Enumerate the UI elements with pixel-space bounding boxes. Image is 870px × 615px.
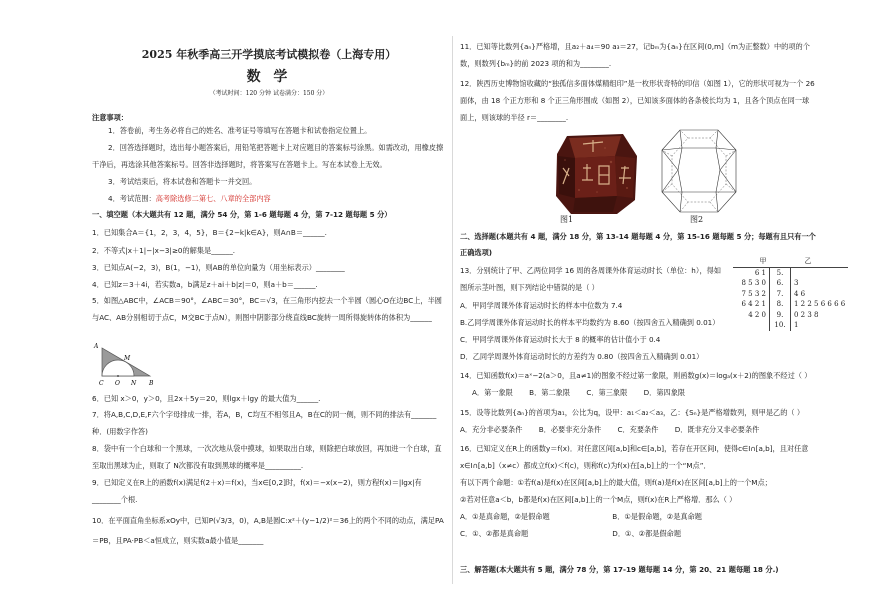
- exam-title: 2025 年秋季高三开学摸底考试模拟卷（上海专用）: [141, 48, 397, 61]
- question-7: 7．将A,B,C,D,E,F六个字母排成一排，若A，B，C均互不相邻且A，B在C的同一侧，则不同的排法有_______种．(用数字作答): [92, 410, 437, 436]
- stem: 10.: [770, 320, 791, 331]
- column-divider: [452, 36, 453, 584]
- q5-triangle-figure: [92, 336, 166, 390]
- question-5: 5．如图△ABC中，∠ACB＝90°，∠ABC＝30°，BC＝√3，在三角形内挖去一个半圆（圆心O在边BC上，半圆与AC、AB分别相切于点C，M交BC于点N），则图中阴影部分绕直线BC旋转一周所得旋转体的体积为______: [92, 296, 442, 322]
- note-item-3: 3．考试结束后，将本试卷和答题卡一并交回。: [108, 177, 257, 186]
- left-leaves: 4 2 0: [748, 310, 766, 319]
- right-leaves: 3: [794, 279, 799, 287]
- stem: 6.: [770, 278, 791, 289]
- q15-option-d: D．既非充分又非必要条件: [674, 425, 760, 434]
- stem-leaf-row: [733, 267, 848, 278]
- q16-option-c: C．①、②都是真命题: [460, 529, 529, 538]
- q16-option-a: A．①是真命题，②是假命题: [460, 512, 550, 521]
- stem-leaf-plot: [733, 256, 848, 331]
- notes-heading: 注意事项：: [92, 113, 128, 122]
- q16-options-row-2: [460, 525, 816, 542]
- question-1: 1．已知集合A＝{1，2，3，4，5}，B＝{2−k|k∈A}，则A∩B＝______.: [92, 228, 327, 237]
- stem-leaf-row: [733, 278, 848, 289]
- subject-title: 数 学: [246, 69, 292, 85]
- seal-right-facet: [615, 156, 635, 198]
- question-15: [460, 404, 816, 438]
- question-3: 3．已知点A(−2，3)，B(1，−1)，则AB的单位向量为（用坐标表示）________: [92, 263, 345, 272]
- seal-top-facet: [569, 136, 621, 158]
- note-item-4: [92, 190, 446, 207]
- q16-options-row-1: [460, 508, 816, 525]
- left-leaves: 6 1: [754, 268, 766, 277]
- question-4: 4．已知z＝3＋4i，若实数a，b满足z＋ai＋b|z|＝0，则a＋b＝______.: [92, 280, 318, 289]
- polyhedron-edges: [662, 130, 736, 212]
- exam-scope: 高考除选修二第七、八章的全部内容: [155, 194, 271, 203]
- note-item-1: 1．答卷前，考生务必将自己的姓名、准考证号等填写在答题卡和试卷指定位置上。: [108, 126, 372, 135]
- section1-heading: 一、填空题（本大题共有 12 题，满分 54 分，第 1-6 题每题 4 分，第 7-12 题每题 5 分）: [92, 210, 392, 219]
- left-leaves: 8 5 3 0: [741, 279, 766, 287]
- q15-stem: 15．设等比数列{aₙ}的首项为a₁，公比为q，设甲：a₁＜a₂＜a₃，乙：{Sₙ}是严格增数列，则甲是乙的（ ）: [460, 408, 805, 417]
- label-b: B: [149, 380, 154, 387]
- figure-1-caption: 图1: [560, 215, 574, 224]
- figure-2-caption: 图2: [690, 215, 704, 224]
- q15-option-b: B．必要非充分条件: [538, 425, 602, 434]
- stem: 9.: [770, 310, 791, 321]
- q16-stem: 16．已知定义在R上的函数y＝f(x)．对任意区间[a,b]和c∈[a,b]，若存在开区间I，使得c∈I∩[a,b]，且对任意x∈I∩[a,b]（x≠c）都成立f(x)＜f(c)，则称f(c)为f(x)在[a,b]上的一个“M点”．: [460, 444, 809, 470]
- polyhedron-wireframe-figure: [658, 126, 740, 216]
- q13-option-a: A．甲同学周课外体育运动时长的样本中位数为 7.4: [460, 301, 623, 310]
- question-10: 10．在平面直角坐标系xOy中，已知P(√3/3，0)，A,B是圆C:x²＋(y−1/2)²＝36上的两个不同的动点，满足PA＝PB，且PA·PB＜a恒成立，则实数a最小值是_______: [92, 516, 444, 545]
- center-point-o: [117, 375, 119, 377]
- question-2: 2．不等式|x＋1|−|x−3|≥0的解集是______.: [92, 246, 236, 255]
- stem-leaf-row: [733, 289, 848, 300]
- q15-option-a: A．充分非必要条件: [460, 425, 523, 434]
- left-leaves: 7 5 3 2: [741, 289, 766, 298]
- question-13: 13．分别统计了甲、乙两位同学 16 周的各周课外体育运动时长（单位：h），得如图所示茎叶图，则下列结论中错误的是（ ）: [460, 266, 722, 292]
- stem-leaf-row: [733, 320, 848, 331]
- stem-leaf-row: [733, 310, 848, 321]
- stem-leaf-header: [733, 256, 848, 267]
- question-6: 6．已知 x＞0，y＞0，且2x＋5y＝20，则lgx＋lgy 的最大值为______.: [92, 394, 321, 403]
- stem: 5.: [770, 267, 791, 278]
- question-11: 11．已知等比数列{aₙ}严格增，且a₂＋a₄＝90 a₃＝27，记bₘ为{aₙ}在区间(0,m]（m为正整数）中的项的个数，则数列{bₘ}的前 2023 项的和为________.: [460, 42, 810, 68]
- stem-leaf-row: [733, 299, 848, 310]
- q16-proposition-2: ②若对任意a＜b，b都是f(x)在区间[a,b]上的一个M点，则f(x)在R上严格增．那么（ ）: [460, 495, 737, 504]
- left-leaves: [733, 320, 770, 331]
- q14-option-c: C．第三象限: [586, 388, 628, 397]
- polyhedron-outline: [662, 130, 736, 212]
- stem: 8.: [770, 299, 791, 310]
- right-leaves: 0 2 3 8: [794, 310, 819, 319]
- header-yi: 乙: [791, 256, 849, 267]
- label-o: O: [115, 380, 120, 387]
- label-m: M: [124, 355, 131, 362]
- polyhedron-front-face: [678, 148, 720, 192]
- q16-option-d: D．①、②都是假命题: [612, 529, 682, 538]
- question-9: 9．已知定义在R上的函数f(x)满足f(2＋x)＝f(x)，当x∈[0,2]时，f(x)＝−x(x−2)，则方程f(x)＝|lgx|有________个根.: [92, 478, 422, 504]
- polyhedron-side-edges: [662, 148, 736, 192]
- note-item-4-prefix: 4．考试范围：: [108, 194, 156, 203]
- right-leaves: 1 2 2 5 6 6 6 6: [794, 300, 846, 308]
- q13-option-d: D．乙同学周课外体育运动时长的方差约为 0.80（按四舍五入精确到 0.01）: [460, 352, 704, 361]
- question-12: 12．陕西历史博物馆收藏的“独孤信多面体煤精组印”是一枚形状奇特的印信（如图 1），它的形状可视为一个 26面体，由 18 个正方形和 8 个正三角形围成（如图 2），已知该多面体的各条棱长均为 1，且各个顶点在同一球面上，则该球的半径 r＝________.: [460, 79, 815, 122]
- section3-heading: 三、解答题(本大题共有 5 题，满分 78 分，第 17-19 题每题 14 分，第 20、21 题每题 18 分.): [460, 565, 779, 574]
- q15-option-c: C．充要条件: [617, 425, 659, 434]
- q16-option-b: B．①是假命题，②是真命题: [612, 512, 702, 521]
- q13-option-c: C．甲同学周课外体育运动时长大于 8 的概率的估计值小于 0.4: [460, 335, 661, 344]
- q14-option-d: D．第四象限: [643, 388, 686, 397]
- seal-photo-figure: [553, 128, 639, 216]
- right-leaves: [791, 267, 849, 278]
- label-c: C: [99, 380, 104, 387]
- left-leaves: 6 4 2 1: [741, 300, 766, 308]
- q14-option-b: B．第二象限: [529, 388, 571, 397]
- q14-stem: 14．已知函数f(x)＝aˣ−2(a＞0，且a≠1)的图象不经过第一象限，则函数g(x)＝logₐ(x＋2)的图象不经过（ ）: [460, 371, 812, 380]
- q15-options: [460, 421, 816, 438]
- right-leaves: 4 6: [794, 289, 806, 298]
- polyhedron-hidden-edges: [662, 130, 736, 212]
- q16-proposition-1: 有以下两个命题：①若f(a)是f(x)在区间[a,b]上的最大值，则f(a)是f(x)在区间[a,b]上的一个M点；: [460, 478, 772, 487]
- stem: 7.: [770, 289, 791, 300]
- label-a: A: [94, 343, 99, 350]
- seal-bottom-facet: [573, 196, 617, 212]
- question-8: 8．袋中有一个白球和一个黑球，一次次地从袋中摸球，如果取出白球，则除把白球放回，再加进一个白球，直至取出黑球为止，则取了 N次都没有取到黑球的概率是__________.: [92, 444, 442, 470]
- seal-left-facet: [558, 156, 575, 198]
- section2-heading: 二、选择题(本题共有 4 题，满分 18 分，第 13-14 题每题 4 分，第 15-16 题每题 5 分；每题有且只有一个正确选项): [460, 232, 816, 257]
- q13-option-b: B.乙同学周课外体育运动时长的样本平均数约为 8.60（按四舍五入精确到 0.01）: [460, 318, 720, 327]
- question-13-options: [460, 297, 740, 365]
- label-n: N: [131, 380, 137, 387]
- q14-option-a: A．第一象限: [472, 388, 513, 397]
- exam-info: （考试时间：120 分钟 试卷满分：150 分）: [209, 90, 329, 97]
- header-stem: [770, 256, 791, 267]
- right-leaves: 1: [794, 321, 799, 329]
- question-14: [460, 367, 816, 401]
- header-jia: 甲: [733, 256, 770, 267]
- question-16: [460, 440, 816, 542]
- note-item-2: 2．回答选择题时，选出每小题答案后，用铅笔把答题卡上对应题目的答案标号涂黑。如需改动，用橡皮擦干净后，再选涂其他答案标号。回答非选择题时，将答案写在答题卡上。写在本试卷上无效。: [92, 143, 444, 169]
